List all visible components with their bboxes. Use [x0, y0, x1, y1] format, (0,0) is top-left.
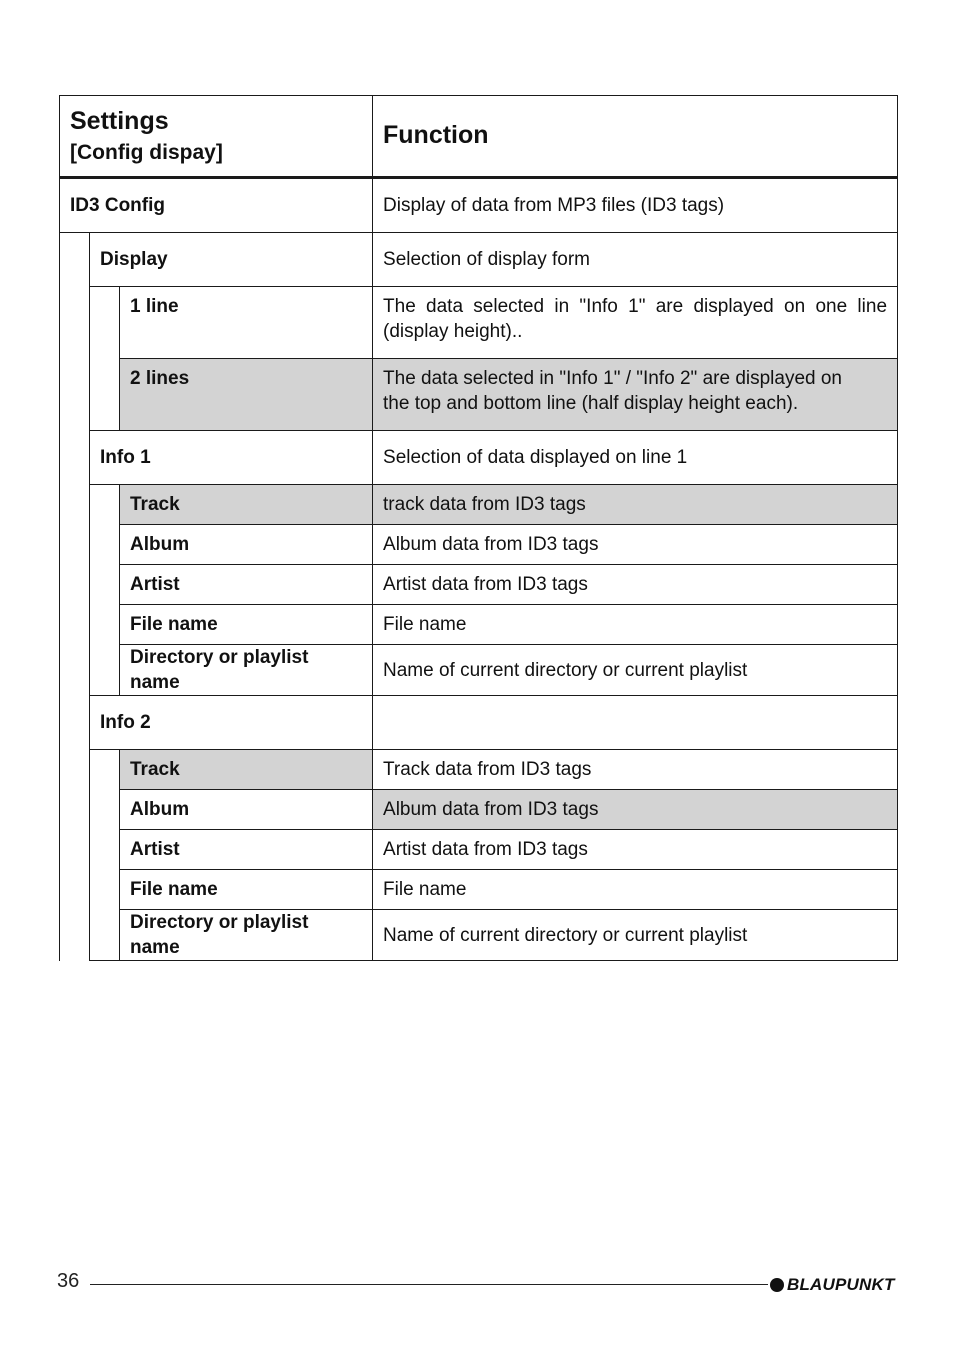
info1-track-label: Track [120, 485, 373, 525]
option-1-line-function: The data selected in "Info 1" are displayed on one line (display height).. [373, 287, 898, 359]
info1-function: Selection of data displayed on line 1 [373, 431, 898, 485]
info2-artist-function: Artist data from ID3 tags [373, 830, 898, 870]
brand-name: BLAUPUNKT [787, 1275, 895, 1294]
info1-track-function: track data from ID3 tags [373, 485, 898, 525]
info2-file-name-function: File name [373, 870, 898, 910]
info2-track-label: Track [120, 750, 373, 790]
option-2-lines-label: 2 lines [120, 359, 373, 431]
table-row-info1-album [60, 525, 898, 565]
info1-directory-function: Name of current directory or current playlist [373, 645, 898, 696]
indent-gutter-info1 [90, 485, 120, 696]
table-row-info1-artist [60, 565, 898, 605]
table-header-row [60, 96, 898, 178]
info2-directory-label: Directory or playlist name [120, 910, 373, 961]
display-label: Display [90, 233, 373, 287]
info1-directory-label: Directory or playlist name [120, 645, 373, 696]
info2-artist-label: Artist [120, 830, 373, 870]
info2-album-function: Album data from ID3 tags [373, 790, 898, 830]
option-1-line-label: 1 line [120, 287, 373, 359]
info2-file-name-label: File name [120, 870, 373, 910]
info1-file-name-function: File name [373, 605, 898, 645]
info2-directory-function: Name of current directory or current playlist [373, 910, 898, 961]
indent-gutter-info2 [90, 750, 120, 961]
settings-table [59, 95, 898, 961]
header-settings-subtitle: [Config dispay] [70, 141, 223, 164]
header-function-cell [373, 96, 898, 178]
info2-function [373, 696, 898, 750]
table-row-info1 [60, 431, 898, 485]
table-row-info2-track [60, 750, 898, 790]
option-2-lines-function-line1: The data selected in "Info 1" / "Info 2" are displayed on [383, 368, 843, 389]
table-row-info2-album [60, 790, 898, 830]
info1-album-function: Album data from ID3 tags [373, 525, 898, 565]
info1-album-label: Album [120, 525, 373, 565]
header-settings-cell [60, 96, 373, 178]
table-row-id3-config [60, 178, 898, 233]
table-row-1-line [60, 287, 898, 359]
table-row-info2 [60, 696, 898, 750]
table-row-info2-artist [60, 830, 898, 870]
info2-track-function: Track data from ID3 tags [373, 750, 898, 790]
brand-logo [770, 1273, 895, 1297]
table-row-info2-directory [60, 910, 898, 961]
option-2-lines-function-line2: the top and bottom line (half display height each). [383, 393, 799, 414]
info1-artist-label: Artist [120, 565, 373, 605]
indent-gutter-level1 [60, 233, 90, 961]
table-row-info1-track [60, 485, 898, 525]
info1-label: Info 1 [90, 431, 373, 485]
id3-config-label: ID3 Config [60, 178, 373, 233]
table-row-display [60, 233, 898, 287]
indent-gutter-display [90, 287, 120, 431]
table-row-info1-file-name [60, 605, 898, 645]
option-2-lines-function [373, 359, 898, 431]
id3-config-function: Display of data from MP3 files (ID3 tags) [373, 178, 898, 233]
brand-dot-icon [770, 1278, 784, 1292]
info2-album-label: Album [120, 790, 373, 830]
table-row-info2-file-name [60, 870, 898, 910]
page-number: 36 [57, 1270, 80, 1292]
header-settings-title: Settings [70, 107, 169, 135]
info1-file-name-label: File name [120, 605, 373, 645]
info1-artist-function: Artist data from ID3 tags [373, 565, 898, 605]
header-function-title: Function [383, 120, 489, 149]
display-function: Selection of display form [373, 233, 898, 287]
footer-rule [90, 1284, 768, 1285]
info2-label: Info 2 [90, 696, 373, 750]
table-row-2-lines [60, 359, 898, 431]
table-row-info1-directory [60, 645, 898, 696]
